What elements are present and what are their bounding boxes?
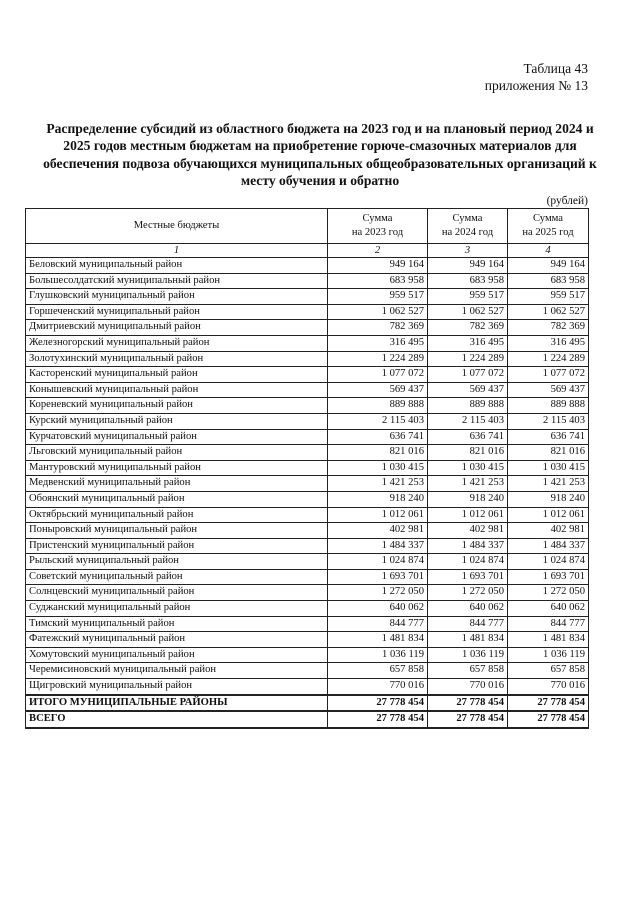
amount-2023-cell: 1 272 050 bbox=[328, 585, 428, 601]
amount-2024-cell: 1 024 874 bbox=[428, 554, 508, 570]
amount-2025-cell: 1 693 701 bbox=[508, 569, 589, 585]
amount-2025-cell: 959 517 bbox=[508, 289, 589, 305]
table-row bbox=[26, 398, 589, 414]
table-row bbox=[26, 616, 589, 632]
amount-2025-cell: 1 077 072 bbox=[508, 367, 589, 383]
amount-2024-cell: 1 484 337 bbox=[428, 538, 508, 554]
total-row bbox=[26, 695, 589, 712]
amount-2024-cell: 1 077 072 bbox=[428, 367, 508, 383]
title-line: 2025 годов местным бюджетам на приобретение горюче-смазочных материалов для bbox=[63, 138, 577, 154]
district-name-cell: Фатежский муниципальный район bbox=[26, 632, 328, 648]
table-row bbox=[26, 538, 589, 554]
title-line: месту обучения и обратно bbox=[240, 173, 400, 189]
table-number: Таблица 43 bbox=[523, 61, 588, 76]
district-name-cell: Кореневский муниципальный район bbox=[26, 398, 328, 414]
amount-2024-cell: 782 369 bbox=[428, 320, 508, 336]
amount-2023-cell: 657 858 bbox=[328, 663, 428, 679]
amount-2024-cell: 1 481 834 bbox=[428, 632, 508, 648]
amount-2024-cell: 1 224 289 bbox=[428, 351, 508, 367]
amount-2023-cell: 27 778 454 bbox=[328, 695, 428, 712]
table-row bbox=[26, 491, 589, 507]
amount-2025-cell: 782 369 bbox=[508, 320, 589, 336]
table-row bbox=[26, 460, 589, 476]
table-row bbox=[26, 554, 589, 570]
amount-2024-cell: 316 495 bbox=[428, 335, 508, 351]
amount-2023-cell: 402 981 bbox=[328, 523, 428, 539]
district-name-cell: Льговский муниципальный район bbox=[26, 445, 328, 461]
table-row bbox=[26, 320, 589, 336]
amount-2024-cell: 1 062 527 bbox=[428, 304, 508, 320]
table-row bbox=[26, 507, 589, 523]
amount-2024-cell: 657 858 bbox=[428, 663, 508, 679]
district-name-cell: Большесолдатский муниципальный район bbox=[26, 273, 328, 289]
amount-2023-cell: 1 484 337 bbox=[328, 538, 428, 554]
district-name-cell: Рыльский муниципальный район bbox=[26, 554, 328, 570]
column-number: 1 bbox=[26, 244, 328, 258]
column-number-row bbox=[26, 244, 589, 258]
district-name-cell: Хомутовский муниципальный район bbox=[26, 647, 328, 663]
amount-2023-cell: 636 741 bbox=[328, 429, 428, 445]
title-line: обеспечения подвоза обучающихся муниципальных общеобразовательных организаций к bbox=[43, 155, 597, 171]
table-row bbox=[26, 585, 589, 601]
district-name-cell: ВСЕГО bbox=[26, 711, 328, 728]
table-row bbox=[26, 601, 589, 617]
amount-2025-cell: 569 437 bbox=[508, 382, 589, 398]
column-number: 4 bbox=[508, 244, 589, 258]
title-line: Распределение субсидий из областного бюджета на 2023 год и на плановый период 2024 и bbox=[46, 121, 594, 136]
amount-2025-cell: 844 777 bbox=[508, 616, 589, 632]
subsidy-table bbox=[25, 208, 589, 729]
amount-2025-cell: 918 240 bbox=[508, 491, 589, 507]
amount-2023-cell: 2 115 403 bbox=[328, 413, 428, 429]
amount-2024-cell: 683 958 bbox=[428, 273, 508, 289]
amount-2023-cell: 1 693 701 bbox=[328, 569, 428, 585]
table-row bbox=[26, 429, 589, 445]
units-label: (рублей) bbox=[546, 195, 588, 207]
amount-2024-cell: 402 981 bbox=[428, 523, 508, 539]
amount-2024-cell: 959 517 bbox=[428, 289, 508, 305]
district-name-cell: Дмитриевский муниципальный район bbox=[26, 320, 328, 336]
amount-2024-cell: 1 030 415 bbox=[428, 460, 508, 476]
amount-2025-cell: 1 012 061 bbox=[508, 507, 589, 523]
table-row bbox=[26, 367, 589, 383]
district-name-cell: Черемисиновский муниципальный район bbox=[26, 663, 328, 679]
table-row bbox=[26, 289, 589, 305]
amount-2025-cell: 683 958 bbox=[508, 273, 589, 289]
amount-2024-cell: 949 164 bbox=[428, 258, 508, 274]
amount-2023-cell: 1 024 874 bbox=[328, 554, 428, 570]
amount-2023-cell: 640 062 bbox=[328, 601, 428, 617]
amount-2023-cell: 1 481 834 bbox=[328, 632, 428, 648]
amount-2025-cell: 1 224 289 bbox=[508, 351, 589, 367]
amount-2024-cell: 1 421 253 bbox=[428, 476, 508, 492]
district-name-cell: ИТОГО МУНИЦИПАЛЬНЫЕ РАЙОНЫ bbox=[26, 695, 328, 712]
amount-2023-cell: 1 077 072 bbox=[328, 367, 428, 383]
table-row bbox=[26, 413, 589, 429]
district-name-cell: Курский муниципальный район bbox=[26, 413, 328, 429]
column-number: 3 bbox=[428, 244, 508, 258]
amount-2023-cell: 1 030 415 bbox=[328, 460, 428, 476]
amount-2024-cell: 1 693 701 bbox=[428, 569, 508, 585]
amount-2024-cell: 844 777 bbox=[428, 616, 508, 632]
district-name-cell: Советский муниципальный район bbox=[26, 569, 328, 585]
table-row bbox=[26, 679, 589, 695]
district-name-cell: Курчатовский муниципальный район bbox=[26, 429, 328, 445]
table-row bbox=[26, 632, 589, 648]
amount-2024-cell: 1 012 061 bbox=[428, 507, 508, 523]
amount-2025-cell: 1 062 527 bbox=[508, 304, 589, 320]
district-name-cell: Пристенский муниципальный район bbox=[26, 538, 328, 554]
column-header-2025: Сумма на 2025 год bbox=[508, 209, 589, 244]
table-header-label bbox=[485, 60, 588, 94]
amount-2024-cell: 636 741 bbox=[428, 429, 508, 445]
amount-2023-cell: 683 958 bbox=[328, 273, 428, 289]
column-number: 2 bbox=[328, 244, 428, 258]
amount-2023-cell: 844 777 bbox=[328, 616, 428, 632]
table-row bbox=[26, 273, 589, 289]
amount-2023-cell: 1 012 061 bbox=[328, 507, 428, 523]
table-row bbox=[26, 304, 589, 320]
column-header-budgets: Местные бюджеты bbox=[26, 209, 328, 244]
amount-2025-cell: 889 888 bbox=[508, 398, 589, 414]
table-row bbox=[26, 445, 589, 461]
amount-2025-cell: 636 741 bbox=[508, 429, 589, 445]
document-title bbox=[28, 120, 612, 190]
amount-2025-cell: 1 484 337 bbox=[508, 538, 589, 554]
district-name-cell: Мантуровский муниципальный район bbox=[26, 460, 328, 476]
column-header-2023: Сумма на 2023 год bbox=[328, 209, 428, 244]
table-row bbox=[26, 523, 589, 539]
district-name-cell: Солнцевский муниципальный район bbox=[26, 585, 328, 601]
district-name-cell: Обоянский муниципальный район bbox=[26, 491, 328, 507]
amount-2025-cell: 1 421 253 bbox=[508, 476, 589, 492]
amount-2025-cell: 27 778 454 bbox=[508, 695, 589, 712]
district-name-cell: Касторенский муниципальный район bbox=[26, 367, 328, 383]
column-header-2024: Сумма на 2024 год bbox=[428, 209, 508, 244]
amount-2023-cell: 770 016 bbox=[328, 679, 428, 695]
district-name-cell: Октябрьский муниципальный район bbox=[26, 507, 328, 523]
amount-2025-cell: 27 778 454 bbox=[508, 711, 589, 728]
district-name-cell: Поныровский муниципальный район bbox=[26, 523, 328, 539]
amount-2025-cell: 1 024 874 bbox=[508, 554, 589, 570]
total-row bbox=[26, 711, 589, 728]
table-row bbox=[26, 663, 589, 679]
amount-2023-cell: 316 495 bbox=[328, 335, 428, 351]
amount-2025-cell: 640 062 bbox=[508, 601, 589, 617]
amount-2024-cell: 27 778 454 bbox=[428, 695, 508, 712]
amount-2025-cell: 316 495 bbox=[508, 335, 589, 351]
amount-2023-cell: 1 036 119 bbox=[328, 647, 428, 663]
amount-2025-cell: 949 164 bbox=[508, 258, 589, 274]
table-row bbox=[26, 258, 589, 274]
amount-2023-cell: 1 062 527 bbox=[328, 304, 428, 320]
district-name-cell: Медвенский муниципальный район bbox=[26, 476, 328, 492]
amount-2024-cell: 770 016 bbox=[428, 679, 508, 695]
table-row bbox=[26, 335, 589, 351]
appendix-number: приложения № 13 bbox=[484, 78, 588, 93]
district-name-cell: Глушковский муниципальный район bbox=[26, 289, 328, 305]
table-header-row bbox=[26, 209, 589, 244]
amount-2024-cell: 1 272 050 bbox=[428, 585, 508, 601]
amount-2024-cell: 27 778 454 bbox=[428, 711, 508, 728]
amount-2024-cell: 918 240 bbox=[428, 491, 508, 507]
amount-2024-cell: 569 437 bbox=[428, 382, 508, 398]
amount-2024-cell: 1 036 119 bbox=[428, 647, 508, 663]
table-row bbox=[26, 476, 589, 492]
amount-2024-cell: 889 888 bbox=[428, 398, 508, 414]
amount-2025-cell: 402 981 bbox=[508, 523, 589, 539]
amount-2024-cell: 2 115 403 bbox=[428, 413, 508, 429]
table-row bbox=[26, 351, 589, 367]
amount-2025-cell: 1 272 050 bbox=[508, 585, 589, 601]
amount-2025-cell: 821 016 bbox=[508, 445, 589, 461]
amount-2025-cell: 1 481 834 bbox=[508, 632, 589, 648]
district-name-cell: Железногорский муниципальный район bbox=[26, 335, 328, 351]
district-name-cell: Золотухинский муниципальный район bbox=[26, 351, 328, 367]
district-name-cell: Тимский муниципальный район bbox=[26, 616, 328, 632]
amount-2025-cell: 770 016 bbox=[508, 679, 589, 695]
district-name-cell: Конышевский муниципальный район bbox=[26, 382, 328, 398]
amount-2023-cell: 27 778 454 bbox=[328, 711, 428, 728]
amount-2025-cell: 1 030 415 bbox=[508, 460, 589, 476]
amount-2023-cell: 949 164 bbox=[328, 258, 428, 274]
amount-2023-cell: 918 240 bbox=[328, 491, 428, 507]
amount-2024-cell: 640 062 bbox=[428, 601, 508, 617]
table-row bbox=[26, 569, 589, 585]
amount-2023-cell: 1 224 289 bbox=[328, 351, 428, 367]
district-name-cell: Горшеченский муниципальный район bbox=[26, 304, 328, 320]
table-row bbox=[26, 647, 589, 663]
amount-2023-cell: 1 421 253 bbox=[328, 476, 428, 492]
amount-2023-cell: 959 517 bbox=[328, 289, 428, 305]
amount-2023-cell: 569 437 bbox=[328, 382, 428, 398]
amount-2025-cell: 2 115 403 bbox=[508, 413, 589, 429]
district-name-cell: Щигровский муниципальный район bbox=[26, 679, 328, 695]
amount-2023-cell: 821 016 bbox=[328, 445, 428, 461]
amount-2024-cell: 821 016 bbox=[428, 445, 508, 461]
district-name-cell: Беловский муниципальный район bbox=[26, 258, 328, 274]
table-row bbox=[26, 382, 589, 398]
amount-2023-cell: 889 888 bbox=[328, 398, 428, 414]
amount-2025-cell: 657 858 bbox=[508, 663, 589, 679]
amount-2025-cell: 1 036 119 bbox=[508, 647, 589, 663]
district-name-cell: Суджанский муниципальный район bbox=[26, 601, 328, 617]
amount-2023-cell: 782 369 bbox=[328, 320, 428, 336]
